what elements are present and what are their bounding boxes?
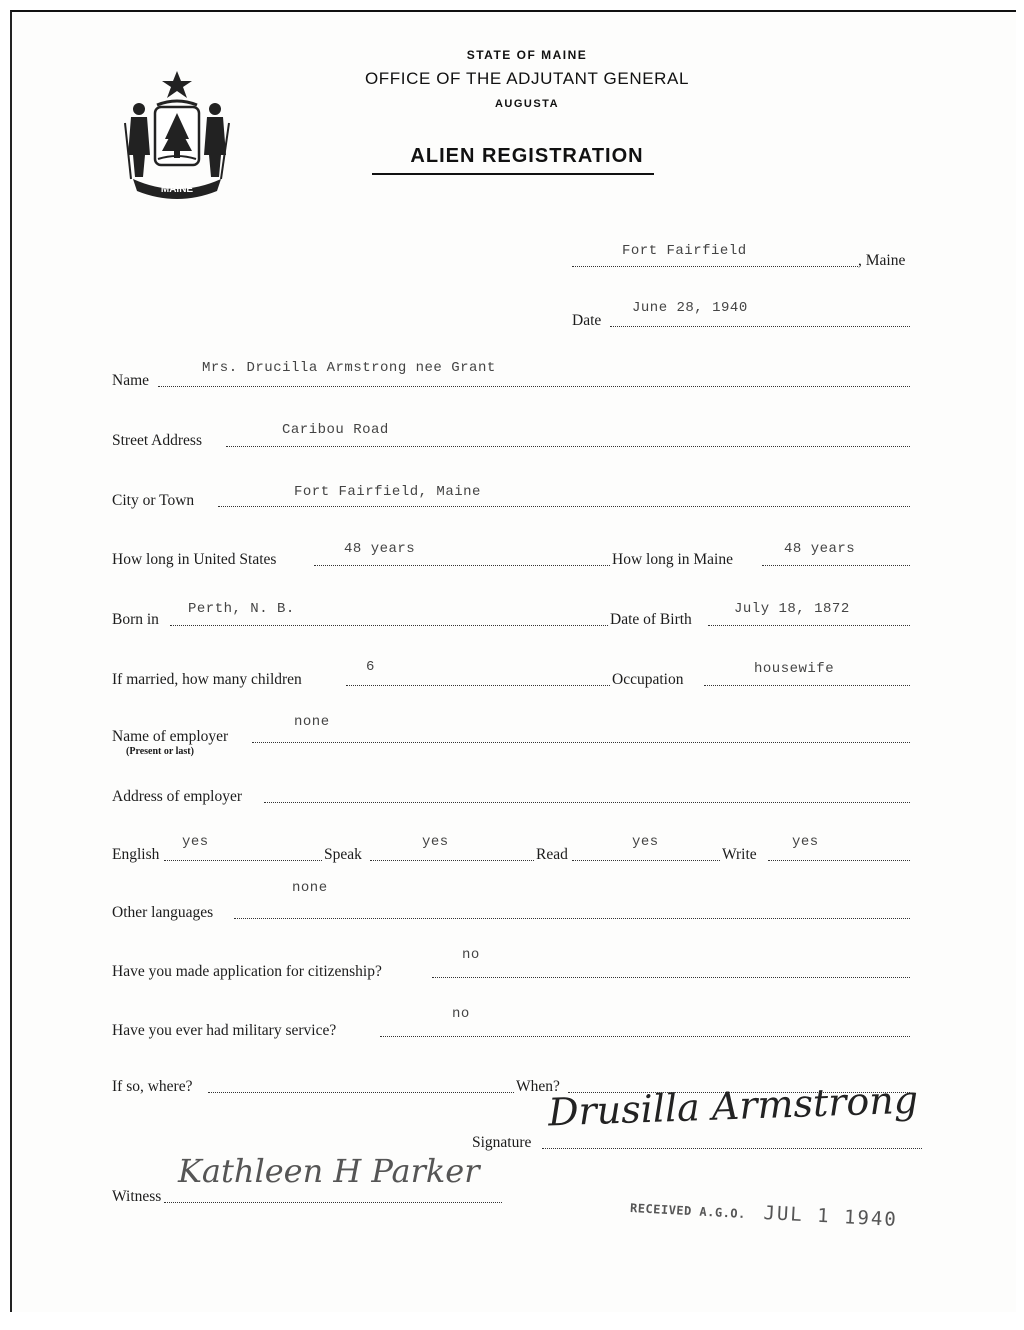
how-long-maine-value: 48 years xyxy=(784,541,856,557)
occupation-value: housewife xyxy=(754,661,835,677)
date-value: June 28, 1940 xyxy=(632,300,748,316)
signature-label: Signature xyxy=(472,1133,532,1151)
speak-line xyxy=(370,860,534,861)
occupation-label: Occupation xyxy=(612,670,684,688)
title-underline xyxy=(372,173,654,175)
date-of-birth-value: July 18, 1872 xyxy=(734,601,850,617)
children-line xyxy=(346,685,610,686)
how-long-maine-line xyxy=(762,565,910,566)
date-line xyxy=(610,326,910,327)
write-label: Write xyxy=(722,845,757,863)
city-or-town-value: Fort Fairfield, Maine xyxy=(294,484,481,500)
street-address-value: Caribou Road xyxy=(282,422,389,438)
place-line xyxy=(572,266,858,267)
how-long-us-line xyxy=(314,565,610,566)
signature-handwriting: Drusilla Armstrong xyxy=(547,1077,919,1135)
how-long-maine-label: How long in Maine xyxy=(612,550,733,568)
signature-line xyxy=(542,1148,922,1149)
witness-handwriting: Kathleen H Parker xyxy=(178,1152,480,1190)
employer-line xyxy=(252,742,910,743)
street-address-label: Street Address xyxy=(112,431,202,449)
when-label: When? xyxy=(516,1077,560,1095)
maine-state-seal xyxy=(117,67,237,199)
employer-value: none xyxy=(294,714,330,730)
speak-label: Speak xyxy=(324,845,362,863)
english-value: yes xyxy=(182,834,209,850)
date-of-birth-label: Date of Birth xyxy=(610,610,692,628)
citizenship-label: Have you made application for citizenship? xyxy=(112,962,382,980)
employer-sublabel: (Present or last) xyxy=(126,746,194,757)
born-in-line xyxy=(170,625,608,626)
witness-line xyxy=(164,1202,502,1203)
employer-address-label: Address of employer xyxy=(112,787,242,805)
military-value: no xyxy=(452,1006,470,1022)
other-languages-label: Other languages xyxy=(112,903,214,921)
place-suffix: , Maine xyxy=(858,251,906,269)
place-value: Fort Fairfield xyxy=(622,243,747,259)
employer-label: Name of employer xyxy=(112,727,229,745)
read-line xyxy=(572,860,720,861)
form-title: ALIEN REGISTRATION xyxy=(410,145,644,167)
office-heading: OFFICE OF THE ADJUTANT GENERAL xyxy=(364,69,690,88)
city-heading: AUGUSTA xyxy=(494,98,560,110)
name-value: Mrs. Drucilla Armstrong nee Grant xyxy=(202,360,496,376)
write-line xyxy=(768,860,910,861)
english-line xyxy=(164,860,322,861)
how-long-us-label: How long in United States xyxy=(112,550,277,568)
received-stamp xyxy=(630,1195,899,1231)
received-stamp-label: RECEIVED A.G.O. xyxy=(629,1200,747,1222)
street-address-line xyxy=(226,446,910,447)
occupation-line xyxy=(704,685,910,686)
date-of-birth-line xyxy=(708,625,910,626)
children-value: 6 xyxy=(366,659,375,675)
employer-address-line xyxy=(264,802,910,803)
state-heading: STATE OF MAINE xyxy=(466,48,588,62)
witness-label: Witness xyxy=(112,1187,162,1205)
how-long-us-value: 48 years xyxy=(344,541,416,557)
born-in-value: Perth, N. B. xyxy=(188,601,295,617)
date-label: Date xyxy=(572,311,602,329)
english-label: English xyxy=(112,845,160,863)
citizenship-line xyxy=(432,977,910,978)
city-or-town-line xyxy=(218,506,910,507)
speak-value: yes xyxy=(422,834,449,850)
read-value: yes xyxy=(632,834,659,850)
children-label: If married, how many children xyxy=(112,670,302,688)
born-in-label: Born in xyxy=(112,610,159,628)
name-label: Name xyxy=(112,371,150,389)
where-label: If so, where? xyxy=(112,1077,193,1095)
military-line xyxy=(380,1036,910,1037)
city-or-town-label: City or Town xyxy=(112,491,195,509)
other-languages-value: none xyxy=(292,880,328,896)
read-label: Read xyxy=(536,845,568,863)
other-languages-line xyxy=(234,918,910,919)
svg-text:MAINE: MAINE xyxy=(160,184,194,195)
citizenship-value: no xyxy=(462,947,480,963)
received-stamp-date: JUL 1 1940 xyxy=(762,1201,899,1231)
military-label: Have you ever had military service? xyxy=(112,1021,337,1039)
where-line xyxy=(208,1092,514,1093)
alien-registration-form xyxy=(10,10,1016,1312)
write-value: yes xyxy=(792,834,819,850)
name-line xyxy=(158,386,910,387)
